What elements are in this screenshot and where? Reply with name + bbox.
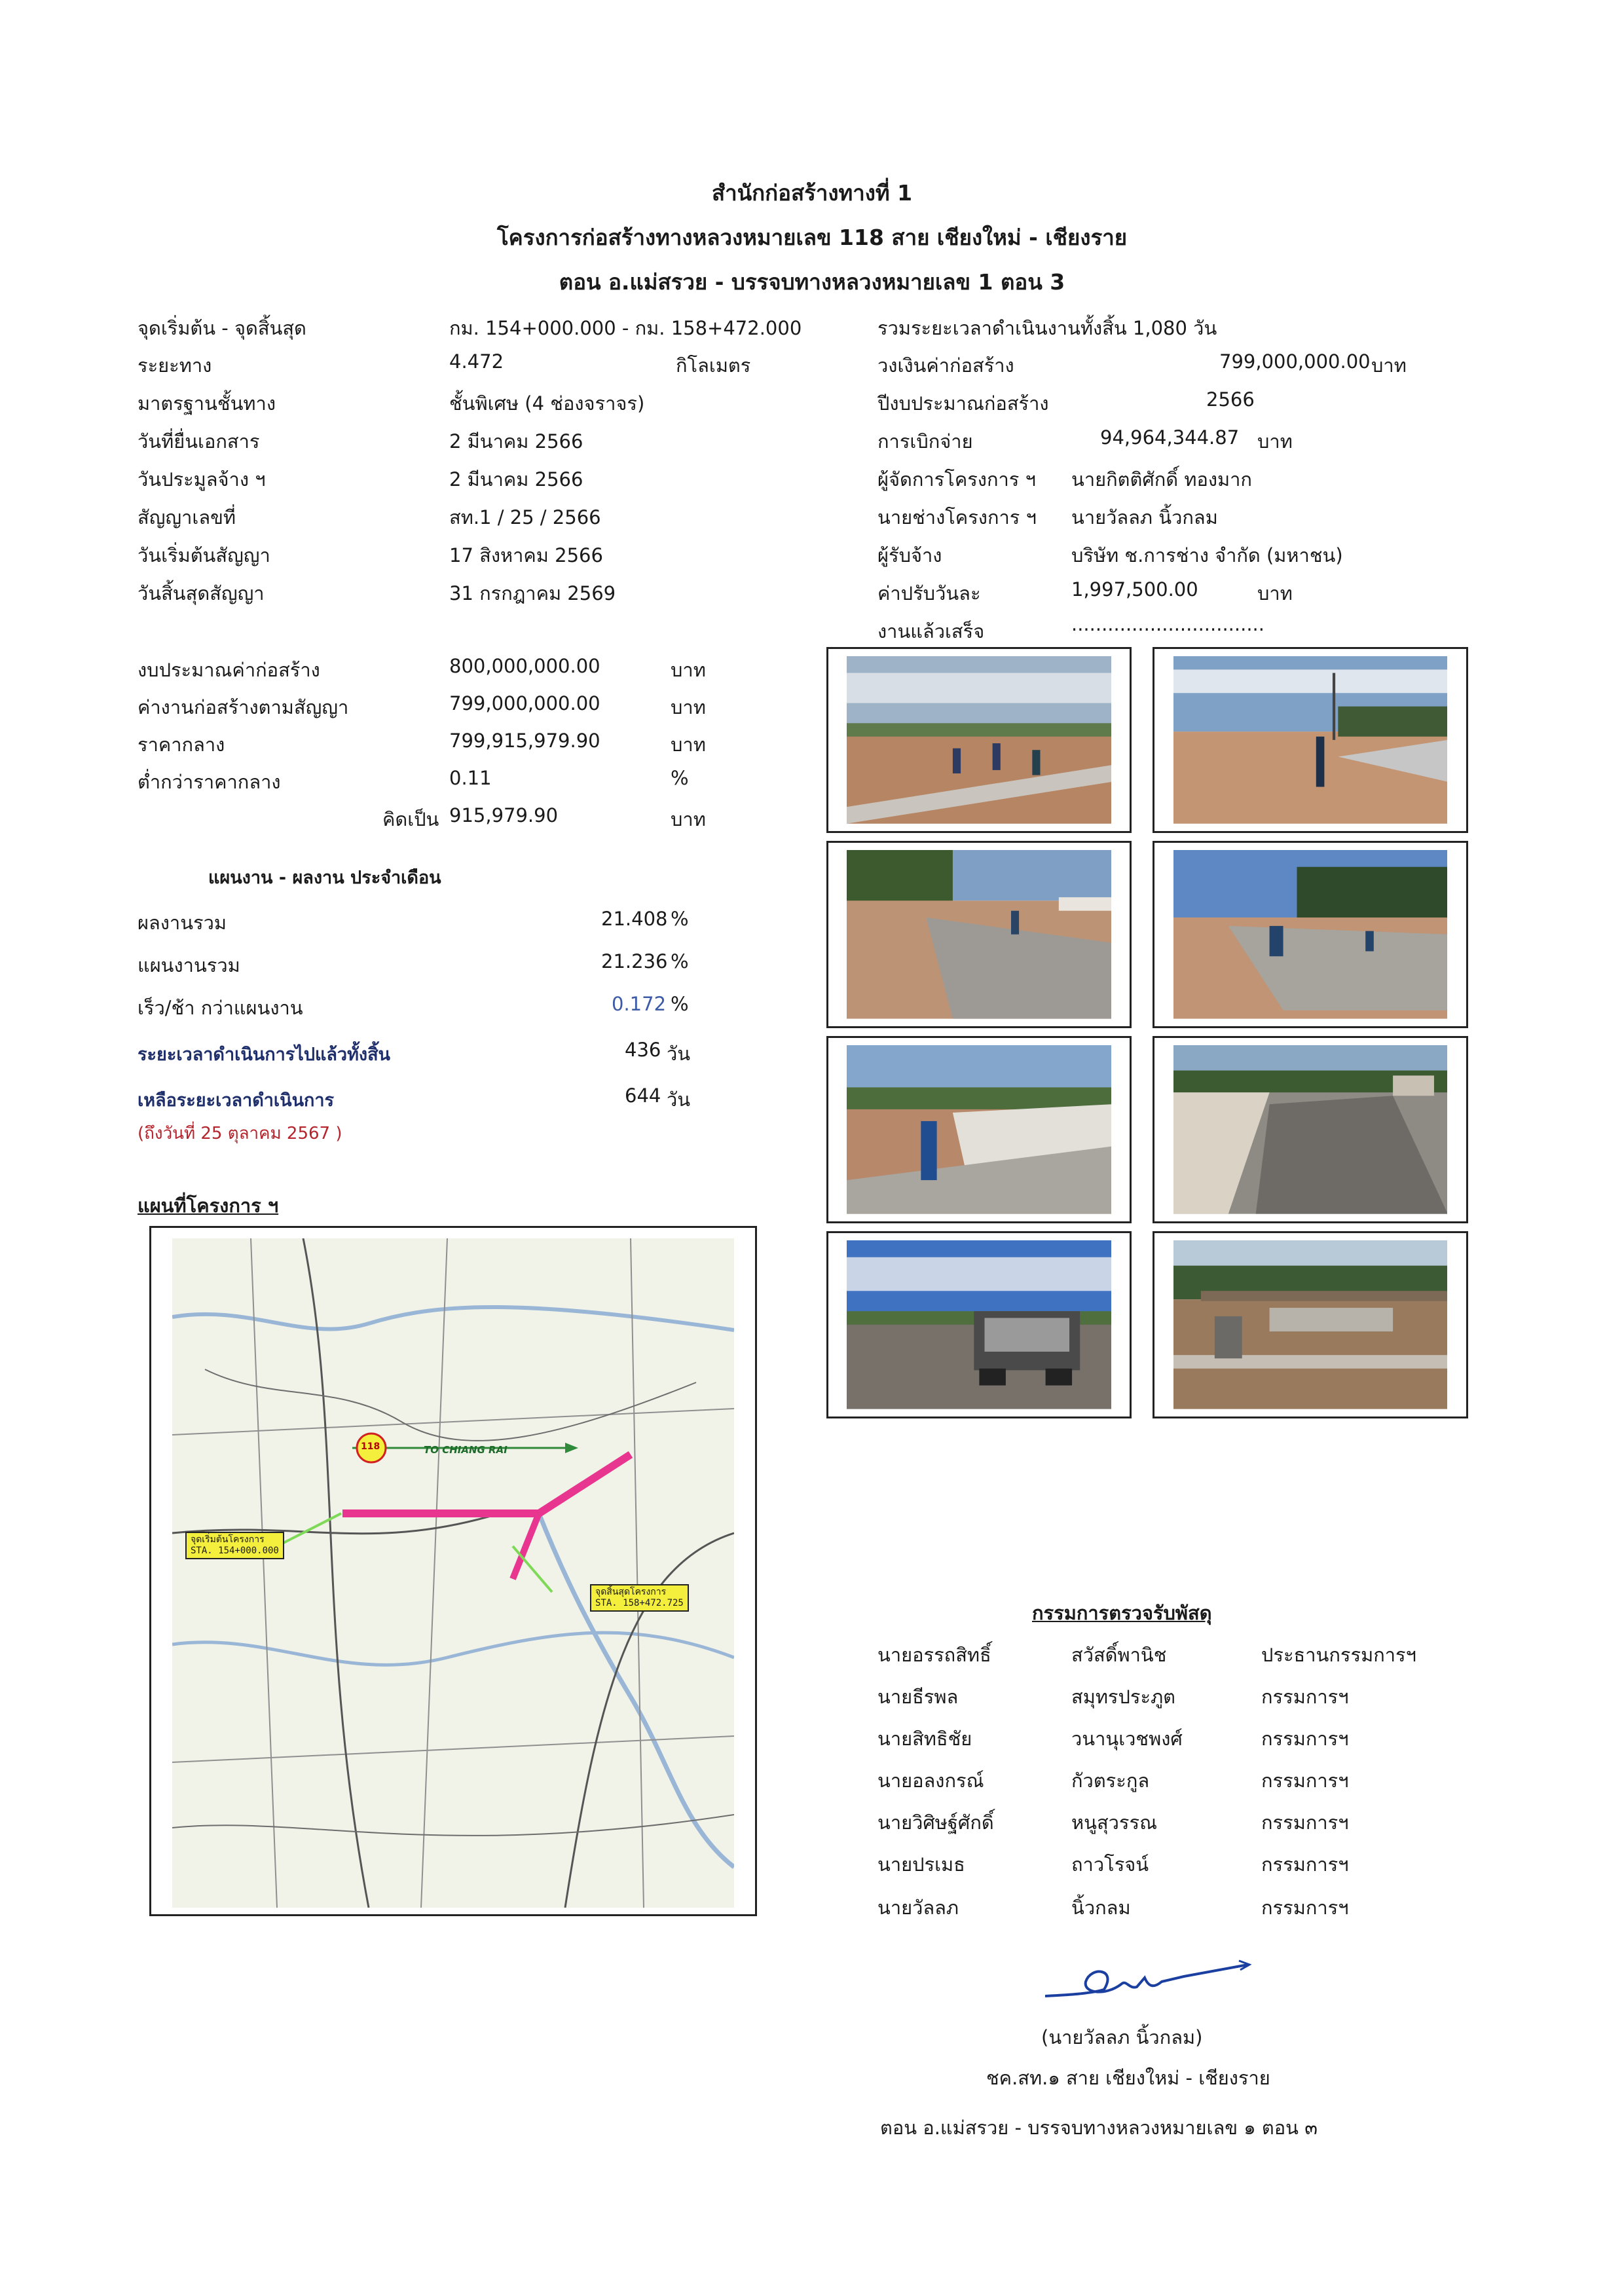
budget-label: ค่างานก่อสร้างตามสัญญา — [138, 696, 349, 718]
budget-value: 800,000,000.00 — [449, 655, 600, 677]
info-unit: บาท — [1257, 430, 1293, 453]
construction-photo — [1153, 1036, 1468, 1223]
photo-image — [847, 850, 1112, 1019]
progress-value: 21.236 — [601, 950, 668, 972]
construction-photo — [826, 1231, 1132, 1418]
info-label: สัญญาเลขที่ — [138, 506, 236, 528]
member-role: กรรมการฯ — [1261, 1769, 1349, 1792]
info-value: 31 กรกฎาคม 2569 — [449, 582, 616, 604]
info-label: ผู้รับจ้าง — [877, 544, 942, 566]
construction-photo — [1153, 1231, 1468, 1418]
budget-unit: บาท — [671, 696, 706, 718]
budget-value: 915,979.90 — [449, 804, 559, 826]
member-first-name: นายธีรพล — [877, 1686, 959, 1708]
member-last-name: สวัสดิ์พานิช — [1071, 1644, 1167, 1666]
elapsed-unit: วัน — [667, 1043, 691, 1065]
member-first-name: นายอรรถสิทธิ์ — [877, 1644, 991, 1666]
info-value: นายกิตติศักดิ์ ทองมาก — [1071, 468, 1252, 491]
info-unit: บาท — [1371, 354, 1407, 377]
member-first-name: นายปรเมธ — [877, 1853, 965, 1876]
signature-image — [1045, 1955, 1255, 2008]
progress-label: แผนงานรวม — [138, 954, 240, 976]
member-last-name: นิ้วกลม — [1071, 1897, 1131, 1919]
budget-value: 799,000,000.00 — [449, 692, 600, 714]
member-first-name: นายอลงกรณ์ — [877, 1769, 984, 1792]
budget-unit: บาท — [671, 659, 706, 681]
map-heading: แผนที่โครงการ ฯ — [138, 1194, 279, 1217]
member-first-name: นายวิศิษฐ์ศักดิ์ — [877, 1811, 994, 1834]
info-value: 2 มีนาคม 2566 — [449, 468, 583, 491]
progress-value: 21.408 — [601, 908, 668, 930]
info-value: ................................ — [1071, 613, 1264, 635]
route-number: 118 — [361, 1441, 380, 1452]
photo-image — [1173, 1045, 1448, 1214]
member-last-name: กัวตระกูล — [1071, 1769, 1150, 1792]
end-point-label — [590, 1584, 689, 1612]
info-value: 94,964,344.87 — [1100, 426, 1240, 449]
photo-image — [1173, 850, 1448, 1019]
construction-photo — [826, 1036, 1132, 1223]
member-role: กรรมการฯ — [1261, 1811, 1349, 1834]
info-label: งานแล้วเสร็จ — [877, 620, 985, 642]
info-label: ปีงบประมาณก่อสร้าง — [877, 392, 1049, 415]
info-value: 4.472 — [449, 350, 504, 373]
end-point-station: STA. 158+472.725 — [595, 1598, 684, 1608]
construction-photo — [1153, 841, 1468, 1028]
committee-heading: กรรมการตรวจรับพัสดุ — [1032, 1602, 1212, 1624]
elapsed-value: 436 — [625, 1039, 661, 1061]
member-first-name: นายวัลลภ — [877, 1897, 959, 1919]
map-image — [172, 1238, 734, 1908]
remaining-unit: วัน — [667, 1088, 691, 1111]
construction-photo — [826, 647, 1132, 833]
end-point-caption: จุดสิ้นสุดโครงการ — [595, 1587, 667, 1597]
info-label: วันที่ยื่นเอกสาร — [138, 430, 260, 453]
progress-unit: % — [671, 950, 689, 972]
start-point-label — [185, 1532, 284, 1559]
progress-value: 0.172 — [612, 993, 667, 1015]
signer-name: (นายวัลลภ นิ้วกลม) — [1041, 2026, 1203, 2048]
member-last-name: หนูสุวรรณ — [1071, 1811, 1157, 1834]
member-first-name: นายสิทธิชัย — [877, 1728, 972, 1750]
info-label: มาตรฐานชั้นทาง — [138, 392, 276, 415]
info-label: วันสิ้นสุดสัญญา — [138, 582, 265, 604]
signer-section: ตอน อ.แม่สรวย - บรรจบทางหลวงหมายเลข ๑ ตอน ๓ — [880, 2117, 1318, 2139]
map-direction: TO CHIANG RAI — [424, 1444, 507, 1456]
info-label: จุดเริ่มต้น - จุดสิ้นสุด — [138, 317, 306, 339]
info-value: 2566 — [1206, 388, 1255, 411]
budget-value: 0.11 — [449, 767, 492, 789]
info-value: 17 สิงหาคม 2566 — [449, 544, 603, 566]
construction-photo — [826, 841, 1132, 1028]
photo-image — [847, 656, 1112, 824]
budget-label: ต่ำกว่าราคากลาง — [138, 771, 281, 793]
member-role: กรรมการฯ — [1261, 1897, 1349, 1919]
info-value: สท.1 / 25 / 2566 — [449, 506, 601, 528]
progress-label: ผลงานรวม — [138, 912, 227, 934]
progress-heading: แผนงาน - ผลงาน ประจำเดือน — [208, 868, 441, 888]
info-value: นายวัลลภ นิ้วกลม — [1071, 506, 1218, 528]
progress-unit: % — [671, 908, 689, 930]
info-label: วงเงินค่าก่อสร้าง — [877, 354, 1014, 377]
progress-unit: % — [671, 993, 689, 1015]
info-label: ค่าปรับวันละ — [877, 582, 981, 604]
project-map — [149, 1226, 757, 1916]
info-unit: กิโลเมตร — [676, 354, 751, 377]
as-of-date: (ถึงวันที่ 25 ตุลาคม 2567 ) — [138, 1124, 342, 1143]
budget-label: ราคากลาง — [138, 733, 225, 756]
section-title: ตอน อ.แม่สรวย - บรรจบทางหลวงหมายเลข 1 ตอน 3 — [559, 269, 1065, 295]
start-point-station: STA. 154+000.000 — [191, 1546, 279, 1556]
budget-unit: บาท — [671, 733, 706, 756]
budget-unit: % — [671, 767, 689, 789]
duration-total: รวมระยะเวลาดำเนินงานทั้งสิ้น 1,080 วัน — [877, 317, 1217, 339]
info-value: 799,000,000.00 — [1219, 350, 1371, 373]
info-value: บริษัท ช.การช่าง จำกัด (มหาชน) — [1071, 544, 1343, 566]
budget-unit: บาท — [671, 808, 706, 830]
member-role: ประธานกรรมการฯ — [1261, 1644, 1416, 1666]
photo-image — [847, 1240, 1112, 1409]
office-title: สำนักก่อสร้างทางที่ 1 — [711, 180, 913, 206]
photo-image — [847, 1045, 1112, 1214]
signer-position: ชค.สท.๑ สาย เชียงใหม่ - เชียงราย — [986, 2067, 1270, 2089]
photo-image — [1173, 656, 1448, 824]
info-unit: บาท — [1257, 582, 1293, 604]
info-label: วันประมูลจ้าง ฯ — [138, 468, 266, 491]
start-point-caption: จุดเริ่มต้นโครงการ — [191, 1534, 265, 1545]
elapsed-label: ระยะเวลาดำเนินการไปแล้วทั้งสิ้น — [138, 1045, 391, 1065]
member-last-name: ถาวโรจน์ — [1071, 1853, 1149, 1876]
photo-image — [1173, 1240, 1448, 1409]
member-role: กรรมการฯ — [1261, 1686, 1349, 1708]
info-value: กม. 154+000.000 - กม. 158+472.000 — [449, 317, 802, 339]
member-role: กรรมการฯ — [1261, 1728, 1349, 1750]
project-title: โครงการก่อสร้างทางหลวงหมายเลข 118 สาย เชียงใหม่ - เชียงราย — [496, 225, 1128, 250]
info-value: 2 มีนาคม 2566 — [449, 430, 583, 453]
info-label: ผู้จัดการโครงการ ฯ — [877, 468, 1036, 491]
info-value: 1,997,500.00 — [1071, 578, 1198, 601]
info-label: วันเริ่มต้นสัญญา — [138, 544, 270, 566]
info-value: ชั้นพิเศษ (4 ช่องจราจร) — [449, 392, 645, 415]
info-label: การเบิกจ่าย — [877, 430, 973, 453]
member-role: กรรมการฯ — [1261, 1853, 1349, 1876]
construction-photo — [1153, 647, 1468, 833]
budget-label: งบประมาณค่าก่อสร้าง — [138, 659, 320, 681]
budget-value: 799,915,979.90 — [449, 730, 600, 752]
remaining-value: 644 — [625, 1084, 661, 1107]
budget-label: คิดเป็น — [382, 808, 439, 830]
remaining-label: เหลือระยะเวลาดำเนินการ — [138, 1090, 335, 1111]
progress-label: เร็ว/ช้า กว่าแผนงาน — [138, 997, 303, 1019]
member-last-name: สมุทรประภูต — [1071, 1686, 1176, 1708]
info-label: ระยะทาง — [138, 354, 212, 377]
info-label: นายช่างโครงการ ฯ — [877, 506, 1037, 528]
member-last-name: วนานุเวชพงศ์ — [1071, 1728, 1183, 1750]
